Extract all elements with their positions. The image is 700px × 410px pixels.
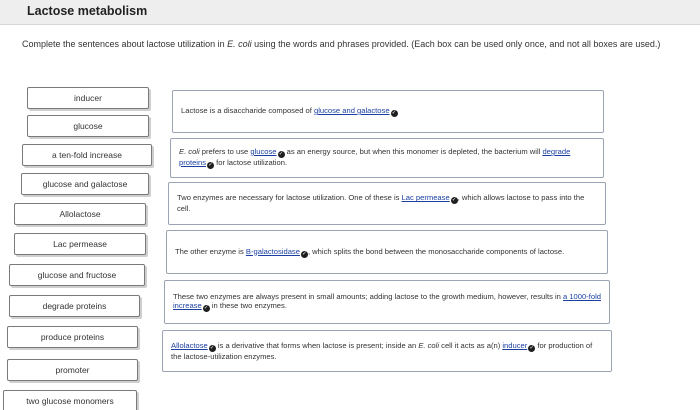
- check-icon: ✓: [208, 162, 213, 168]
- sentence-2: [170, 138, 604, 178]
- instructions-text-1: Complete the sentences about lactose utilization in: [22, 39, 228, 49]
- sentence-text: Lactose is a disaccharide composed of: [181, 106, 314, 115]
- sentence-text: for production of the lactose-utilization enzymes.: [171, 340, 593, 361]
- word-bank: [0, 80, 160, 410]
- word-chip[interactable]: degrade proteins: [9, 295, 140, 317]
- sentence-5: [164, 280, 610, 324]
- sentence-1: [172, 90, 604, 133]
- sentence-text: in these two enzymes.: [209, 301, 287, 311]
- answer-slot-degrade-proteins[interactable]: degrade proteins: [179, 147, 571, 167]
- word-chip[interactable]: promoter: [7, 359, 138, 381]
- check-icon: ✓: [203, 305, 209, 312]
- word-chip[interactable]: glucose: [27, 115, 149, 137]
- sentence-3: [168, 182, 606, 225]
- check-icon: ✓: [302, 250, 307, 257]
- sentence-text: as an energy source, but when this monomer is depleted, the bacterium will: [284, 147, 543, 156]
- sentence-text: The other enzyme is: [175, 246, 246, 256]
- organism-name: E. coli: [179, 147, 200, 156]
- answer-slot-b-galactosidase[interactable]: B-galactosidase: [245, 246, 300, 256]
- sentence-text: , which splits the bond between the monosaccharide components of lactose.: [307, 246, 565, 256]
- word-chip[interactable]: two glucose monomers: [3, 390, 137, 410]
- organism-name: E. coli: [418, 340, 440, 350]
- word-chip[interactable]: a ten-fold increase: [22, 144, 152, 166]
- word-chip[interactable]: glucose and galactose: [21, 173, 149, 195]
- sentence-text: cell it acts as a(n): [439, 340, 503, 350]
- check-icon: ✓: [209, 344, 215, 351]
- sentence-text: for lactose utilization.: [214, 158, 288, 167]
- instructions: [22, 39, 662, 50]
- instructions-organism: E. coli: [227, 39, 252, 49]
- page-title: Lactose metabolism: [27, 4, 148, 18]
- answer-slot-allolactose[interactable]: Allolactose: [171, 340, 208, 350]
- sentence-4: [166, 230, 608, 274]
- answer-slot-glucose[interactable]: glucose: [250, 147, 277, 156]
- instructions-text-2: using the words and phrases provided. (Each box can be used only once, and not all boxes are used.): [251, 39, 661, 49]
- word-chip[interactable]: Allolactose: [14, 203, 146, 225]
- answer-slot-inducer[interactable]: inducer: [502, 340, 528, 350]
- word-chip[interactable]: produce proteins: [7, 326, 138, 348]
- answer-slot-lac-permease[interactable]: Lac permease: [401, 193, 450, 203]
- answer-slot-1000-fold-increase[interactable]: a 1000-fold increase: [173, 291, 601, 311]
- check-icon: ✓: [529, 344, 535, 351]
- sentence-6: [162, 330, 612, 372]
- word-chip[interactable]: Lac permease: [14, 233, 146, 255]
- word-chip[interactable]: inducer: [27, 87, 149, 109]
- check-icon: ✓: [278, 151, 284, 157]
- sentence-text: is a derivative that forms when lactose is present; inside an: [215, 340, 419, 350]
- check-icon: ✓: [451, 197, 457, 204]
- check-icon: ✓: [391, 110, 397, 116]
- sentence-text: prefers to use: [199, 147, 251, 156]
- word-chip[interactable]: glucose and fructose: [9, 264, 145, 286]
- sentence-text: These two enzymes are always present in small amounts; adding lactose to the growth medium, however, results in: [173, 291, 563, 301]
- sentence-text: Two enzymes are necessary for lactose utilization. One of these is: [177, 193, 402, 203]
- answer-slot-glucose-galactose[interactable]: glucose and galactose: [313, 106, 390, 115]
- sentence-text: , which allows lactose to pass into the cell.: [177, 193, 585, 214]
